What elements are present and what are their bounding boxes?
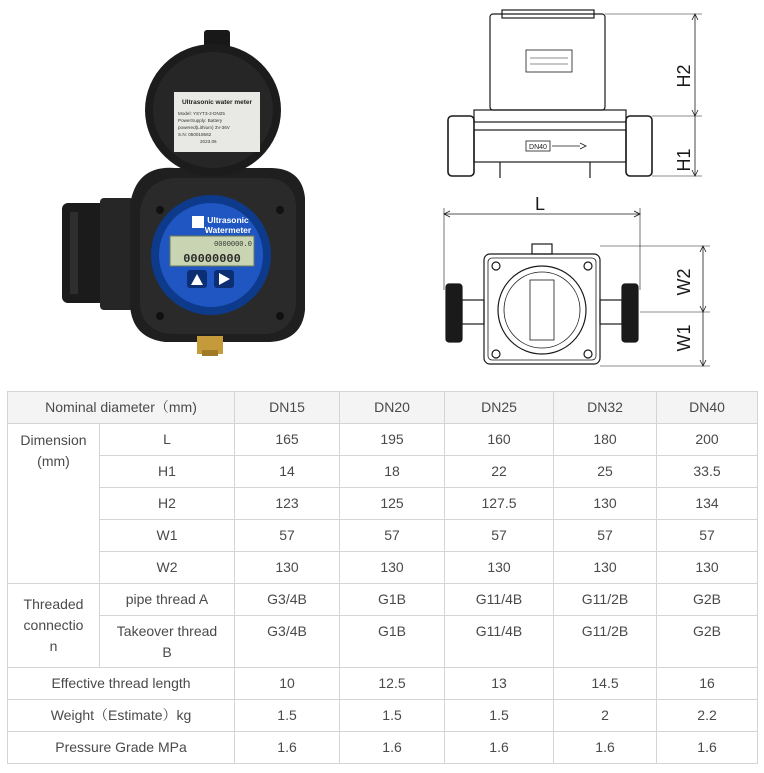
row-label: L [100, 424, 235, 456]
meter-dial [151, 195, 271, 315]
cell: 130 [657, 552, 758, 584]
row-label: W2 [100, 552, 235, 584]
top-view [444, 194, 710, 366]
cell: 1.6 [235, 732, 340, 764]
row-label: H1 [100, 456, 235, 488]
dimension-drawing [440, 0, 764, 380]
dim-label-w2: W2 [674, 268, 694, 296]
table-row [8, 520, 758, 552]
table-row [8, 488, 758, 520]
cell: 130 [235, 552, 340, 584]
pipe-label: DN40 [529, 144, 547, 151]
cell: 160 [445, 424, 554, 456]
brand-text-line1: Ultrasonic [207, 215, 249, 225]
cell: 130 [554, 552, 657, 584]
cell: 57 [340, 520, 445, 552]
spec-table [7, 391, 758, 764]
lcd-main-reading: 00000000 [183, 252, 241, 266]
cell: 10 [235, 668, 340, 700]
dim-label-h1: H1 [674, 148, 694, 172]
row-label: H2 [100, 488, 235, 520]
product-photo [0, 0, 440, 380]
cell: 18 [340, 456, 445, 488]
cell: 25 [554, 456, 657, 488]
cell: G3/4B [235, 584, 340, 616]
table-row [8, 456, 758, 488]
cell: 180 [554, 424, 657, 456]
cell: 2 [554, 700, 657, 732]
cell: 127.5 [445, 488, 554, 520]
cell: G2B [657, 584, 758, 616]
cell: G1B [340, 584, 445, 616]
cell: G1B [340, 616, 445, 668]
cell: 12.5 [340, 668, 445, 700]
cell: 1.6 [340, 732, 445, 764]
nameplate-power: PowerSupply: Battery [178, 118, 223, 123]
nameplate-date: 2023.06 [200, 139, 217, 144]
cell: 13 [445, 668, 554, 700]
cell: G11/2B [554, 616, 657, 668]
dim-label-w1: W1 [674, 324, 694, 352]
cell: 57 [657, 520, 758, 552]
header-dn25: DN25 [445, 392, 554, 424]
header-dn32: DN32 [554, 392, 657, 424]
row-label: Weight（Estimate）kg [8, 700, 235, 732]
header-dn40: DN40 [657, 392, 758, 424]
cell: 130 [340, 552, 445, 584]
row-label: Effective thread length [8, 668, 235, 700]
cell: 22 [445, 456, 554, 488]
table-row [8, 424, 758, 456]
cell: 14 [235, 456, 340, 488]
table-row [8, 732, 758, 764]
nameplate-serial: S.N: 050018662 [178, 132, 212, 137]
cell: 134 [657, 488, 758, 520]
cell: 1.5 [445, 700, 554, 732]
cell: 130 [554, 488, 657, 520]
row-label: Pressure Grade MPa [8, 732, 235, 764]
lcd-top-reading: 0000000.0 [214, 241, 252, 249]
row-label: Takeover thread B [100, 616, 235, 668]
table-row [8, 584, 758, 616]
table-row [8, 616, 758, 668]
cell: 165 [235, 424, 340, 456]
side-view [448, 10, 702, 178]
cell: 14.5 [554, 668, 657, 700]
cell: 195 [340, 424, 445, 456]
cell: G11/4B [445, 616, 554, 668]
table-row [8, 668, 758, 700]
dimension-group-label: Dimension (mm) [8, 424, 100, 584]
brand-text-line2: Watermeter [204, 225, 252, 235]
nameplate-model: Model: YSYT3-2-DN25 [178, 111, 225, 116]
cell: 57 [554, 520, 657, 552]
thread-group-label: Threaded connectio n [8, 584, 100, 668]
cell: 1.5 [235, 700, 340, 732]
cell: 1.5 [340, 700, 445, 732]
cell: 33.5 [657, 456, 758, 488]
dim-label-l: L [534, 194, 546, 214]
cell: G11/4B [445, 584, 554, 616]
cell: 2.2 [657, 700, 758, 732]
cell: 1.6 [554, 732, 657, 764]
brand-logo [192, 216, 204, 228]
cell: 1.6 [657, 732, 758, 764]
cell: 57 [235, 520, 340, 552]
header-nominal-diameter: Nominal diameter（mm) [8, 392, 235, 424]
dim-label-h2: H2 [674, 64, 694, 88]
cell: 125 [340, 488, 445, 520]
cell: 130 [445, 552, 554, 584]
cell: 123 [235, 488, 340, 520]
cell: G2B [657, 616, 758, 668]
cell: G11/2B [554, 584, 657, 616]
row-label: W1 [100, 520, 235, 552]
header-dn20: DN20 [340, 392, 445, 424]
cell: 16 [657, 668, 758, 700]
cell: 1.6 [445, 732, 554, 764]
cell: 57 [445, 520, 554, 552]
cell: 200 [657, 424, 758, 456]
table-header-row [8, 392, 758, 424]
table-row [8, 700, 758, 732]
meter-lid [145, 30, 281, 176]
header-dn15: DN15 [235, 392, 340, 424]
nameplate-power-detail: powered(Lithium) 3V-36V [178, 125, 230, 130]
cell: G3/4B [235, 616, 340, 668]
battery-housing [62, 198, 134, 310]
row-label: pipe thread A [100, 584, 235, 616]
nameplate-title: Ultrasonic water meter [181, 99, 253, 106]
table-row [8, 552, 758, 584]
